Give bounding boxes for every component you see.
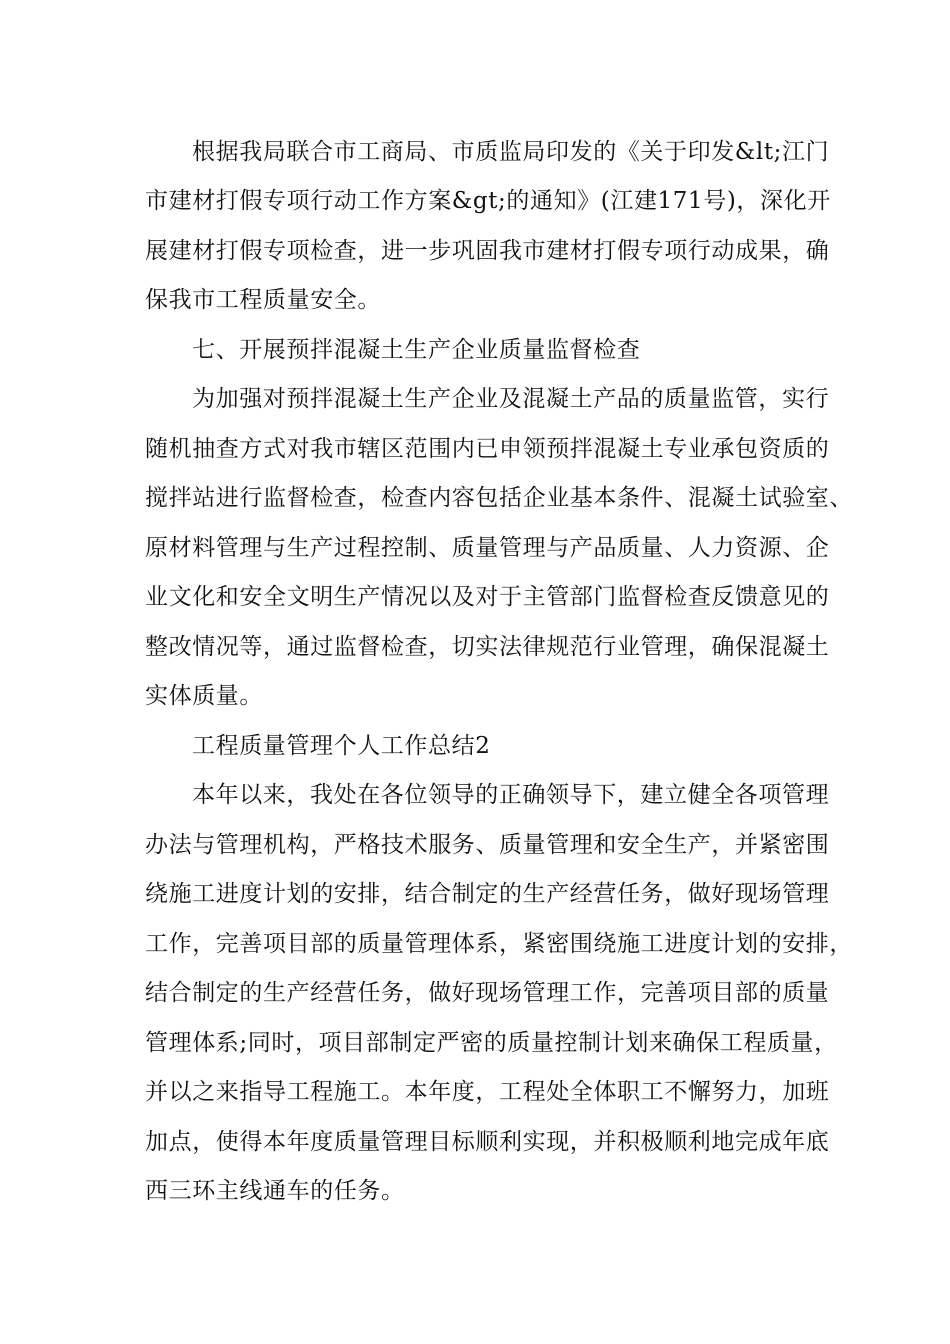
paragraph-2-line-1: 为加强对预拌混凝土生产企业及混凝土产品的质量监管，实行: [192, 386, 830, 412]
paragraph-2-line-4: 原材料管理与生产过程控制、质量管理与产品质量、人力资源、企: [145, 535, 830, 561]
paragraph-1-line-1: 根据我局联合市工商局、市质监局印发的《关于印发&lt;江门: [192, 139, 830, 165]
paragraph-1-line-2: 市建材打假专项行动工作方案&gt;的通知》(江建171号)，深化开: [145, 188, 831, 214]
section-heading-seven: 七、开展预拌混凝土生产企业质量监督检查: [192, 337, 641, 363]
paragraph-3-line-4: 工作，完善项目部的质量管理体系，紧密围绕施工进度计划的安排，: [145, 931, 853, 957]
paragraph-1-line-4: 保我市工程质量安全。: [145, 287, 381, 313]
paragraph-1-line-3: 展建材打假专项检查，进一步巩固我市建材打假专项行动成果，确: [145, 238, 830, 264]
paragraph-3-line-7: 并以之来指导工程施工。本年度，工程处全体职工不懈努力，加班: [145, 1079, 830, 1105]
paragraph-3-line-2: 办法与管理机构，严格技术服务、质量管理和安全生产，并紧密围: [145, 832, 830, 858]
paragraph-3-line-5: 结合制定的生产经营任务，做好现场管理工作，完善项目部的质量: [145, 980, 830, 1006]
paragraph-3-line-3: 绕施工进度计划的安排，结合制定的生产经营任务，做好现场管理: [145, 881, 830, 907]
paragraph-2-line-5: 业文化和安全文明生产情况以及对于主管部门监督检查反馈意见的: [145, 584, 830, 610]
paragraph-2-line-2: 随机抽查方式对我市辖区范围内已申领预拌混凝土专业承包资质的: [145, 436, 830, 462]
paragraph-2-line-6: 整改情况等，通过监督检查，切实法律规范行业管理，确保混凝土: [145, 634, 830, 660]
paragraph-2-line-7: 实体质量。: [145, 683, 263, 709]
paragraph-2-line-3: 搅拌站进行监督检查，检查内容包括企业基本条件、混凝土试验室、: [145, 485, 853, 511]
section-heading-summary-2: 工程质量管理个人工作总结2: [192, 733, 491, 759]
paragraph-3-line-8: 加点，使得本年度质量管理目标顺利实现，并积极顺利地完成年底: [145, 1129, 830, 1155]
paragraph-3-line-6: 管理体系;同时，项目部制定严密的质量控制计划来确保工程质量，: [145, 1030, 838, 1056]
paragraph-3-line-9: 西三环主线通车的任务。: [145, 1178, 405, 1204]
paragraph-3-line-1: 本年以来，我处在各位领导的正确领导下，建立健全各项管理: [192, 782, 830, 808]
